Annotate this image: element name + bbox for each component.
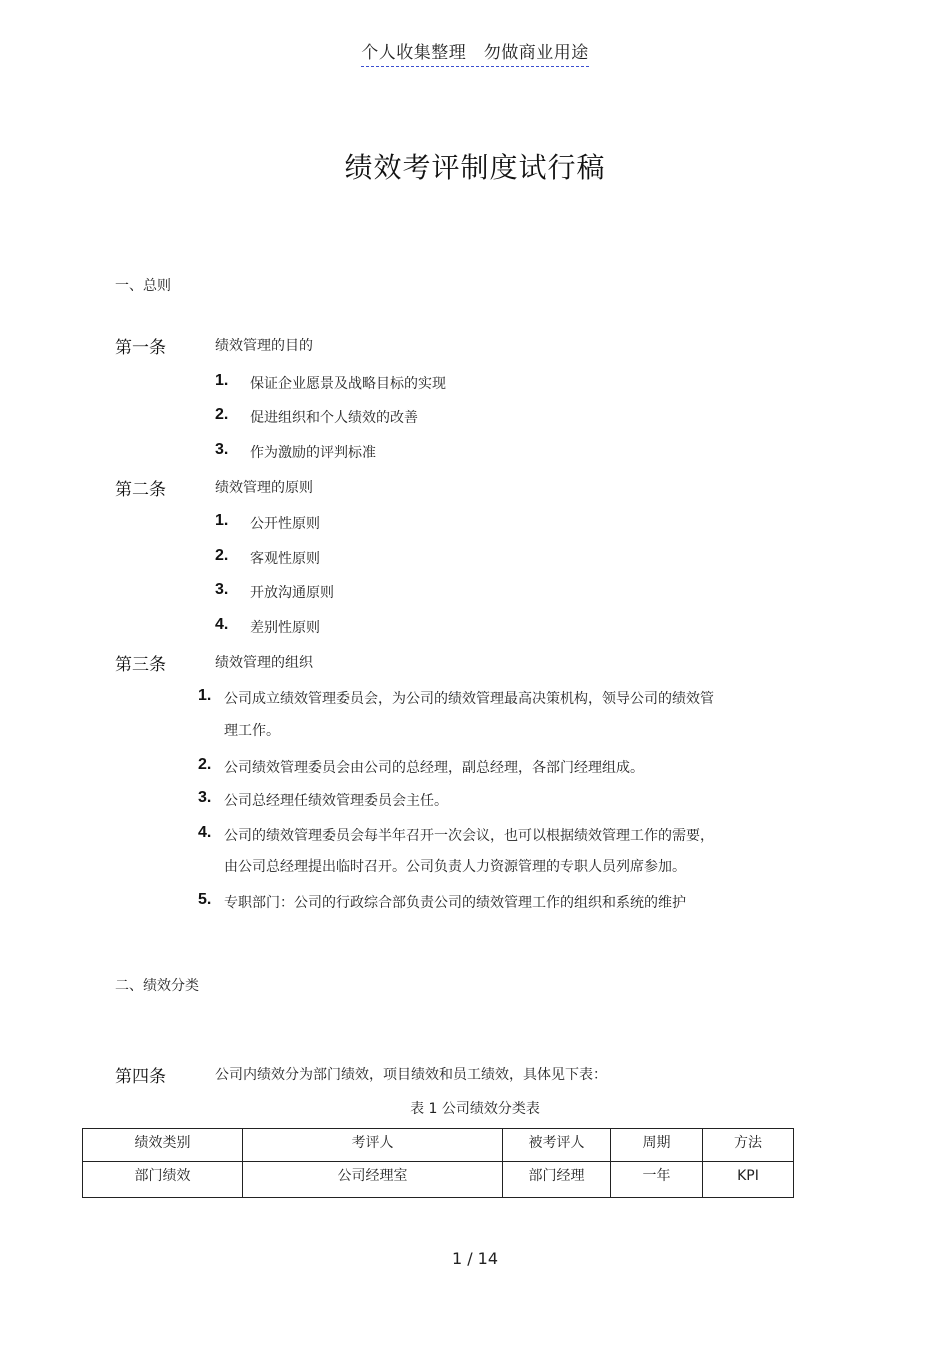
article-label: 第三条 xyxy=(115,655,166,675)
table-header-cell: 周期 xyxy=(611,1129,703,1162)
article-text: 公司内绩效分为部门绩效，项目绩效和员工绩效，具体见下表： xyxy=(215,1067,607,1083)
article-label: 第一条 xyxy=(115,338,166,358)
table-header-cell: 绩效类别 xyxy=(83,1129,243,1162)
document-title: 绩效考评制度试行稿 xyxy=(344,151,606,184)
list-number: 1. xyxy=(215,512,229,529)
page-number: 1 / 14 xyxy=(451,1249,499,1268)
list-item: 公司的绩效管理委员会每半年召开一次会议，也可以根据绩效管理工作的需要， xyxy=(224,828,714,844)
performance-classification-table xyxy=(82,1128,794,1198)
article-heading: 绩效管理的组织 xyxy=(215,655,313,671)
section-heading-general: 一、总则 xyxy=(115,278,171,294)
page-header xyxy=(0,38,950,63)
table-cell: 部门经理 xyxy=(503,1162,611,1198)
table-header-row xyxy=(83,1129,794,1162)
article-heading: 绩效管理的原则 xyxy=(215,480,313,496)
table-caption: 表 1 公司绩效分类表 xyxy=(410,1101,540,1117)
list-item: 公司总经理任绩效管理委员会主任。 xyxy=(224,793,448,809)
list-item: 开放沟通原则 xyxy=(250,585,334,601)
list-number: 2. xyxy=(198,756,212,773)
list-number: 4. xyxy=(198,824,212,841)
article-label: 第四条 xyxy=(115,1067,166,1087)
table-cell: 一年 xyxy=(611,1162,703,1198)
list-item: 保证企业愿景及战略目标的实现 xyxy=(250,376,446,392)
table-header-cell: 被考评人 xyxy=(503,1129,611,1162)
table-cell: 公司经理室 xyxy=(243,1162,503,1198)
list-item-continuation: 理工作。 xyxy=(224,723,280,739)
header-text: 个人收集整理 勿做商业用途 xyxy=(361,43,589,67)
list-item: 促进组织和个人绩效的改善 xyxy=(250,410,418,426)
list-item: 专职部门：公司的行政综合部负责公司的绩效管理工作的组织和系统的维护 xyxy=(224,895,686,911)
list-number: 3. xyxy=(198,789,212,806)
list-number: 5. xyxy=(198,891,212,908)
table-row xyxy=(83,1162,794,1198)
list-number: 2. xyxy=(215,547,229,564)
list-number: 3. xyxy=(215,441,229,458)
section-heading-classification: 二、绩效分类 xyxy=(115,978,199,994)
table-cell: 部门绩效 xyxy=(83,1162,243,1198)
article-label: 第二条 xyxy=(115,480,166,500)
table-cell: KPI xyxy=(703,1162,794,1198)
list-number: 1. xyxy=(215,372,229,389)
list-number: 1. xyxy=(198,687,212,704)
list-item-continuation: 由公司总经理提出临时召开。公司负责人力资源管理的专职人员列席参加。 xyxy=(224,859,686,875)
table-header-cell: 方法 xyxy=(703,1129,794,1162)
list-item: 公司绩效管理委员会由公司的总经理，副总经理，各部门经理组成。 xyxy=(224,760,644,776)
list-item: 公司成立绩效管理委员会，为公司的绩效管理最高决策机构，领导公司的绩效管 xyxy=(224,691,714,707)
table-header-cell: 考评人 xyxy=(243,1129,503,1162)
list-item: 作为激励的评判标准 xyxy=(250,445,376,461)
list-number: 4. xyxy=(215,616,229,633)
article-heading: 绩效管理的目的 xyxy=(215,338,313,354)
list-number: 3. xyxy=(215,581,229,598)
list-number: 2. xyxy=(215,406,229,423)
list-item: 客观性原则 xyxy=(250,551,320,567)
list-item: 差别性原则 xyxy=(250,620,320,636)
list-item: 公开性原则 xyxy=(250,516,320,532)
